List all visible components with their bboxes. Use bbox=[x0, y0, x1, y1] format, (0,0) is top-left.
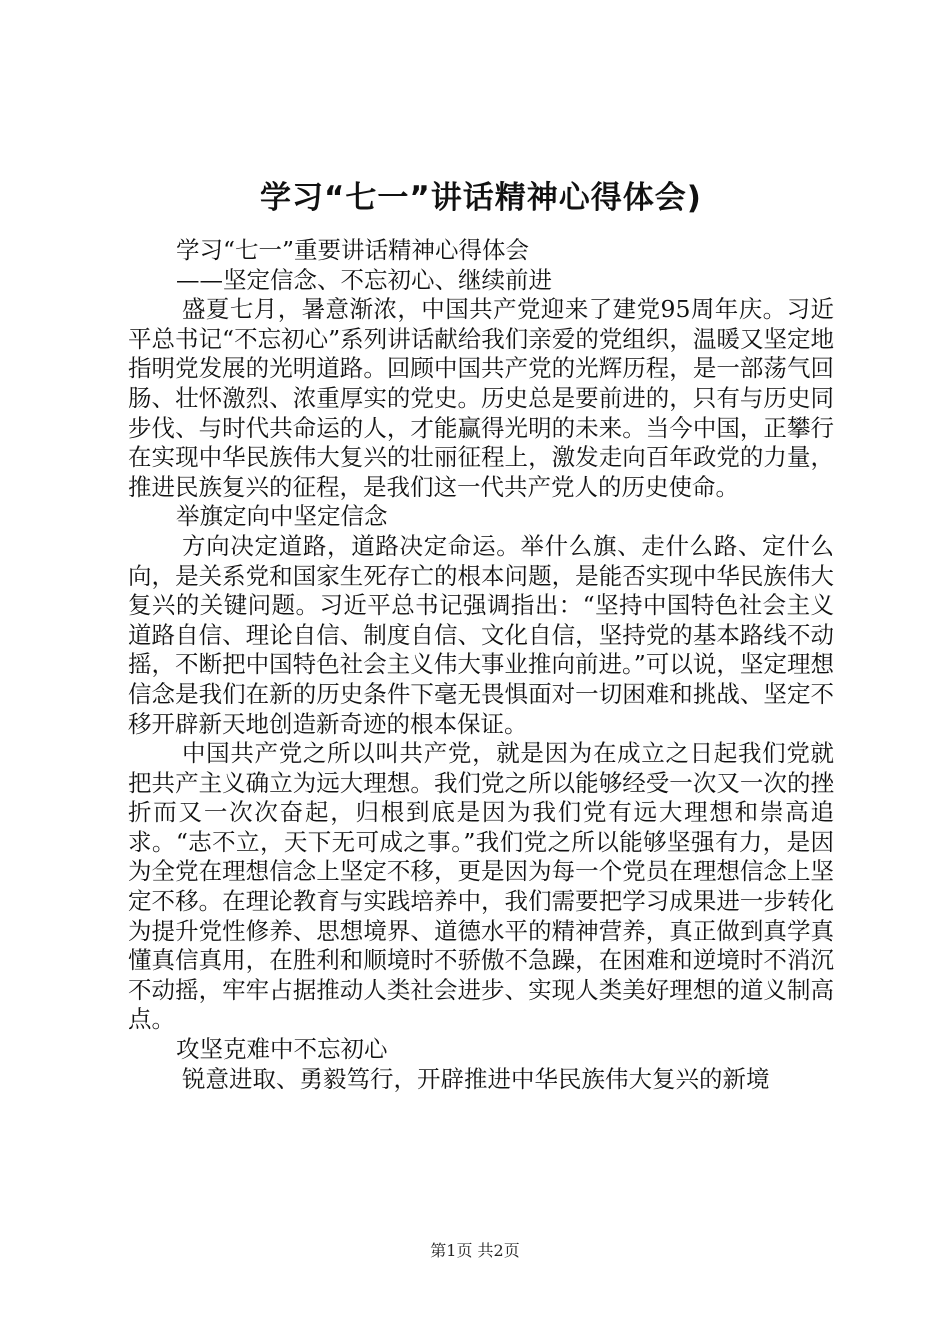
page-footer: 第1页 共2页 bbox=[430, 1241, 520, 1260]
paragraph-1: 盛夏七月，暑意渐浓，中国共产党迎来了建党95周年庆。习近平总书记“不忘初心”系列讲话献给我们亲爱的党组织，温暖又坚定地指明党发展的光明道路。回顾中国共产党的光辉历程，是一部荡气回肠、壮怀激烈、浓重厚实的党史。历史总是要前进的，只有与历史同步伐、与时代共命运的人，才能赢得光明的未来。当今中国，正攀行在实现中华民族伟大复兴的壮丽征程上，激发走向百年政党的力量，推进民族复兴的征程，是我们这一代共产党人的历史使命。 bbox=[128, 295, 834, 501]
paragraph-4: 锐意进取、勇毅笃行，开辟推进中华民族伟大复兴的新境 bbox=[182, 1064, 770, 1093]
document-title: 学习“七一”讲话精神心得体会) bbox=[260, 180, 702, 216]
section-heading-1: 举旗定向中坚定信念 bbox=[176, 502, 388, 531]
document-page bbox=[128, 178, 834, 1094]
document-subtitle: 学习“七一”重要讲话精神心得体会 bbox=[176, 236, 530, 264]
paragraph-3: 中国共产党之所以叫共产党，就是因为在成立之日起我们党就把共产主义确立为远大理想。我们党之所以能够经受一次又一次的挫折而又一次次奋起，归根到底是因为我们党有远大理想和崇高追求。“志不立，天下无可成之事。”我们党之所以能够坚强有力，是因为全党在理想信念上坚定不移，更是因为每一个党员在理想信念上坚定不移。在理论教育与实践培养中，我们需要把学习成果进一步转化为提升党性修养、思想境界、道德水平的精神营养，真正做到真学真懂真信真用，在胜利和顺境时不骄傲不急躁，在困难和逆境时不消沉不动摇，牢牢占据推动人类社会进步、实现人类美好理想的道义制高点。 bbox=[128, 739, 834, 1034]
document-tagline: ——坚定信念、不忘初心、继续前进 bbox=[176, 265, 552, 294]
paragraph-2: 方向决定道路，道路决定命运。举什么旗、走什么路、定什么向，是关系党和国家生死存亡的根本问题，是能否实现中华民族伟大复兴的关键问题。习近平总书记强调指出：“坚持中国特色社会主义道路自信、理论自信、制度自信、文化自信，坚持党的基本路线不动摇，不断把中国特色社会主义伟大事业推向前进。”可以说，坚定理想信念是我们在新的历史条件下毫无畏惧面对一切困难和挑战、坚定不移开辟新天地创造新奇迹的根本保证。 bbox=[128, 531, 834, 738]
section-heading-2: 攻坚克难中不忘初心 bbox=[176, 1035, 388, 1064]
